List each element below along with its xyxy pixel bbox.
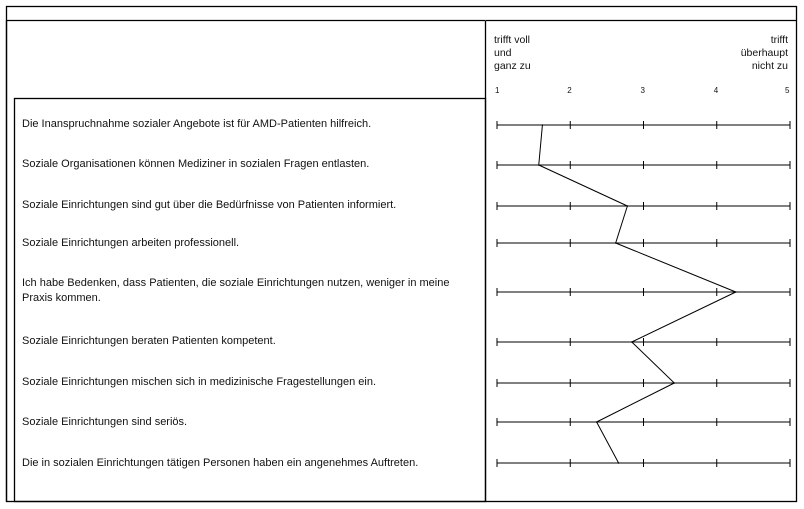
profile-segment-7 bbox=[597, 383, 675, 422]
x-tick-label-4: 4 bbox=[713, 86, 719, 95]
statement-4: Soziale Einrichtungen arbeiten professionell. bbox=[22, 237, 240, 249]
profile-segment-6 bbox=[632, 342, 674, 383]
statement-1: Die Inanspruchnahme sozialer Angebote ist für AMD-Patienten hilfreich. bbox=[22, 118, 372, 130]
profile-segment-8 bbox=[597, 422, 619, 463]
profile-point-7 bbox=[673, 382, 675, 384]
profile-segment-5 bbox=[632, 292, 736, 342]
x-tick-label-5: 5 bbox=[785, 86, 790, 95]
profile-point-9 bbox=[618, 462, 620, 464]
profile-point-2 bbox=[538, 164, 540, 166]
statement-8: Soziale Einrichtungen sind seriös. bbox=[22, 416, 188, 428]
statement-3: Soziale Einrichtungen sind gut über die Bedürfnisse von Patienten informiert. bbox=[22, 199, 397, 211]
x-tick-label-3: 3 bbox=[640, 86, 645, 95]
x-tick-label-2: 2 bbox=[567, 86, 572, 95]
statement-6: Soziale Einrichtungen beraten Patienten kompetent. bbox=[22, 335, 276, 347]
statement-2: Soziale Organisationen können Mediziner in sozialen Fragen entlasten. bbox=[22, 158, 370, 170]
profile-segment-4 bbox=[616, 243, 736, 292]
profile-segment-3 bbox=[616, 206, 628, 243]
profile-point-8 bbox=[596, 421, 598, 423]
profile-point-6 bbox=[631, 341, 633, 343]
profile-point-1 bbox=[542, 124, 544, 126]
profile-point-4 bbox=[615, 242, 617, 244]
statement-5: Ich habe Bedenken, dass Patienten, die soziale Einrichtungen nutzen, weniger in meine Praxis kommen. bbox=[22, 277, 450, 304]
profile-point-5 bbox=[735, 291, 737, 293]
profile-segment-2 bbox=[539, 165, 628, 206]
scale-right-label: trifft überhaupt nicht zu bbox=[740, 34, 788, 72]
statement-9: Die in sozialen Einrichtungen tätigen Personen haben ein angenehmes Auftreten. bbox=[22, 457, 419, 469]
statement-7: Soziale Einrichtungen mischen sich in medizinische Fragestellungen ein. bbox=[22, 376, 377, 388]
x-tick-label-1: 1 bbox=[495, 86, 500, 95]
profile-segment-1 bbox=[539, 125, 543, 165]
scale-left-label: trifft voll und ganz zu bbox=[494, 34, 531, 72]
profile-point-3 bbox=[627, 205, 629, 207]
